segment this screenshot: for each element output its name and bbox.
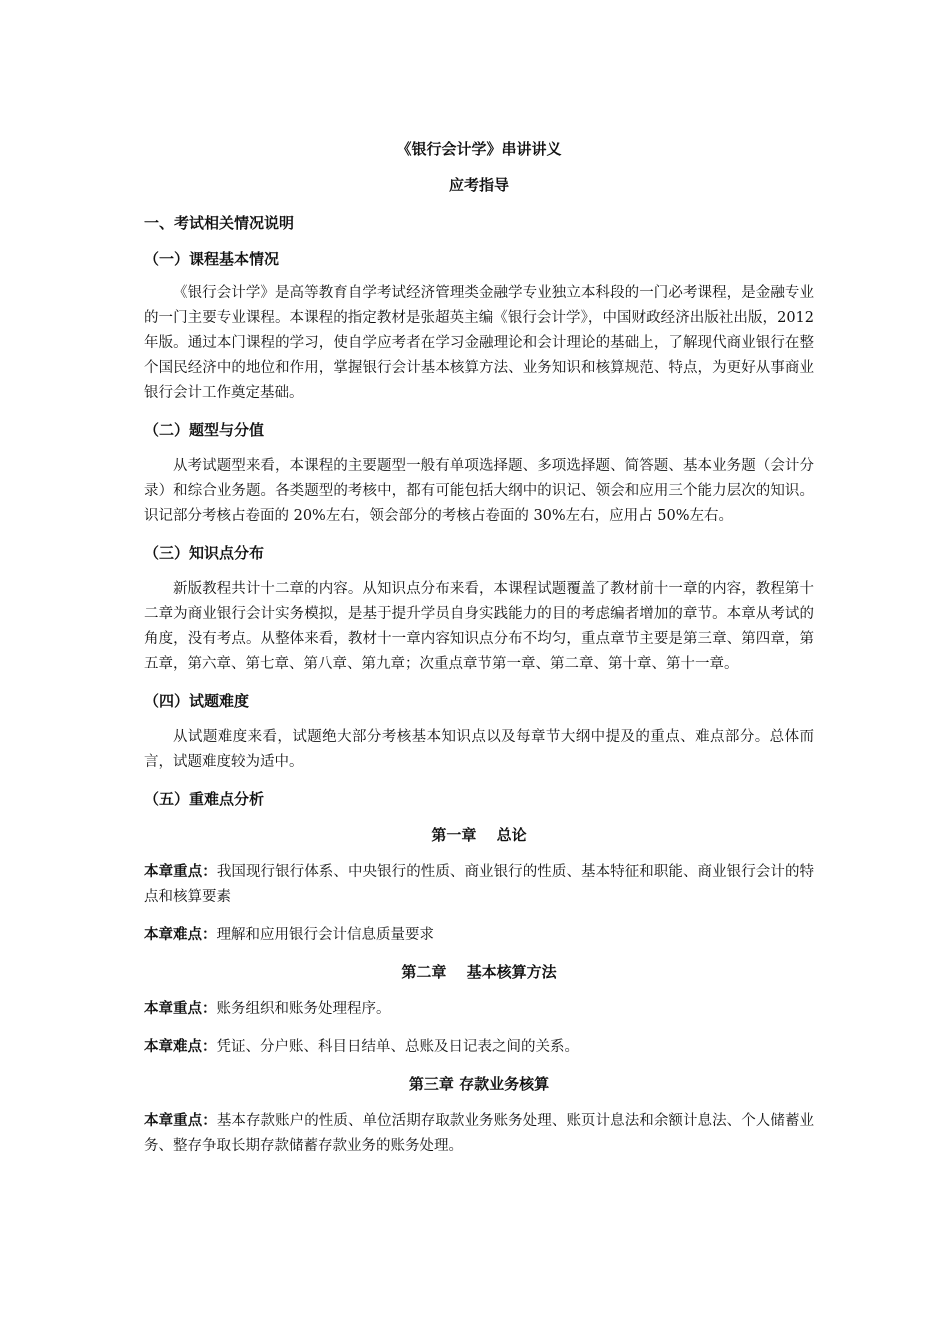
chapter-3-key-points [144,1108,814,1159]
difficult-points-label: 本章难点： [144,1038,217,1055]
subsection-heading-key-points-analysis: （五）重难点分析 [144,790,265,808]
paragraph-difficulty: 从试题难度来看，试题绝大部分考核基本知识点以及每章节大纲中提及的重点、难点部分。总体而言，试题难度较为适中。 [144,729,814,770]
chapter-2-difficult-text: 凭证、分户账、科目日结单、总账及日记表之间的关系。 [216,1039,579,1055]
subsection-heading-question-types: （二）题型与分值 [144,421,265,439]
chapter-title-3: 第三章 存款业务核算 [408,1075,550,1093]
chapter-1-difficult-text: 理解和应用银行会计信息质量要求 [216,927,434,943]
paragraph-course-info: 《银行会计学》是高等教育自学考试经济管理类金融学专业独立本科段的一门必考课程，是金融专业的一门主要专业课程。本课程的指定教材是张超英主编《银行会计学》，中国财政经济出版社出版，2012 年版。通过本门课程的学习，使自学应考者在学习金融理论和会计理论的基础上，了解现代商业银行在整个国民经济中的地位和作用，掌握银行会计基本核算方法、业务知识和核算规范、特点，为更好从事商业银行会计工作奠定基础。 [144,285,814,401]
chapter-1-difficult-points [144,922,814,948]
chapter-1-key-text: 我国现行银行体系、中央银行的性质、商业银行的性质、基本特征和职能、商业银行会计的特点和核算要素 [144,864,815,905]
key-points-label: 本章重点： [144,863,217,880]
subsection-heading-knowledge-distribution: （三）知识点分布 [144,544,265,562]
chapter-2-difficult-points [144,1034,814,1060]
subsection-heading-difficulty: （四）试题难度 [144,692,250,710]
paragraph-question-types: 从考试题型来看，本课程的主要题型一般有单项选择题、多项选择题、简答题、基本业务题（会计分录）和综合业务题。各类题型的考核中，都有可能包括大纲中的识记、领会和应用三个能力层次的知识。识记部分考核占卷面的 20%左右，领会部分的考核占卷面的 30%左右，应用占 50%左右。 [144,458,814,524]
document-body [144,137,814,1159]
chapter-2-key-text: 账务组织和账务处理程序。 [216,1001,391,1017]
subsection-heading-course-info: （一）课程基本情况 [144,250,280,268]
key-points-label: 本章重点： [144,1112,217,1129]
document-subtitle: 应考指导 [448,176,509,194]
section-heading-exam-info: 一、考试相关情况说明 [144,214,295,232]
chapter-title-2: 第二章 基本核算方法 [401,963,557,981]
paragraph-knowledge-distribution: 新版教程共计十二章的内容。从知识点分布来看，本课程试题覆盖了教材前十一章的内容，教程第十二章为商业银行会计实务模拟，是基于提升学员自身实践能力的目的考虑编者增加的章节。本章从考试的角度，没有考点。从整体来看，教材十一章内容知识点分布不均匀，重点章节主要是第三章、第四章，第五章，第六章、第七章、第八章、第九章；次重点章节第一章、第二章、第十章、第十一章。 [144,581,814,672]
key-points-label: 本章重点： [144,1000,217,1017]
document-title: 《银行会计学》串讲讲义 [396,140,562,158]
chapter-1-key-points [144,859,814,910]
chapter-title-1: 第一章 总论 [431,826,527,844]
difficult-points-label: 本章难点： [144,926,217,943]
chapter-3-key-text: 基本存款账户的性质、单位活期存取款业务账务处理、账页计息法和余额计息法、个人储蓄业务、整存争取长期存款储蓄存款业务的账务处理。 [144,1113,815,1154]
chapter-2-key-points [144,996,814,1022]
